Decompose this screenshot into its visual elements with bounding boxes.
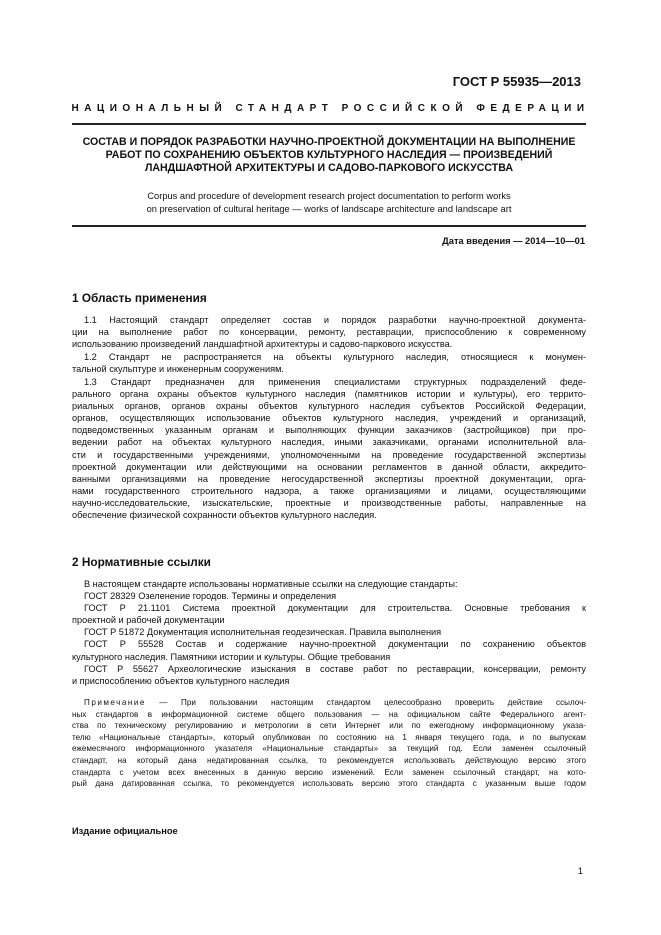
note-line: стандарта с учетом всех внесенных в данную версию изменений. Если заменен ссылочный стандарт, на кото- (72, 767, 586, 777)
paragraph-1-2 (72, 351, 586, 375)
text-line: нами государственного строительного надзора, а также организациями и лицами, осуществляющими (72, 485, 586, 496)
text-line: риальных органов, органов охраны объектов культурного наследия субъектов Российской Федерации, (72, 401, 586, 412)
reference-item-cont: проектной и рабочей документации (72, 615, 225, 626)
text-line: проектной документации или действующими на основании регламентов в данной области, аккредито- (72, 461, 586, 472)
section-2-heading: 2 Нормативные ссылки (72, 555, 211, 569)
reference-item: ГОСТ Р 55528 Состав и содержание научно-проектной документации по сохранению объектов (84, 639, 586, 650)
note-label: Примечание (84, 698, 146, 707)
national-standard-heading: НАЦИОНАЛЬНЫЙ СТАНДАРТ РОССИЙСКОЙ ФЕДЕРАЦИИ (71, 103, 590, 114)
text-line: 1.2 Стандарт не распространяется на объекты культурного наследия, относящиеся к монумен- (84, 352, 586, 362)
official-edition-label: Издание официальное (72, 826, 178, 836)
paragraph-1-1 (72, 314, 586, 350)
standard-code: ГОСТ Р 55935—2013 (452, 74, 581, 89)
title-en-line: on preservation of cultural heritage — works of landscape architecture and landscape art (146, 203, 512, 214)
reference-item-cont: и приспособлению объектов культурного наследия (72, 675, 290, 686)
note-line: телю «Национальные стандарты», который опубликован по состоянию на 1 января текущего года, и по выпускам (72, 732, 586, 742)
reference-item-cont: культурного наследия. Памятники истории и культуры. Общие требования (72, 651, 391, 662)
title-line: СОСТАВ И ПОРЯДОК РАЗРАБОТКИ НАУЧНО-ПРОЕКТНОЙ ДОКУМЕНТАЦИИ НА ВЫПОЛНЕНИЕ (82, 136, 576, 148)
introduction-date: Дата введения — 2014—10—01 (442, 236, 585, 246)
note-line: ежемесячного информационного указателя «Национальные стандарты» за текущий год. Если заменен ссылочный (72, 744, 586, 754)
text-line: 1.1 Настоящий стандарт определяет состав и порядок разработки научно-проектной документа- (84, 315, 586, 325)
note-line: рый дана датированная ссылка, то рекомендуется использовать версию этого стандарта с указанным выше годом (72, 779, 586, 789)
note-line: ных стандартов в информационной системе общего пользования — на официальном сайте Федерального агент- (72, 709, 586, 719)
reference-item: ГОСТ Р 55627 Археологические изыскания в составе работ по реставрации, консервации, ремонту (84, 663, 586, 674)
title-en-line: Corpus and procedure of development research project documentation to perform works (147, 191, 511, 201)
section-1-heading: 1 Область применения (72, 291, 207, 305)
text-line: органов, осуществляющих использование объектов культурного наследия, учреждений и организаций, (72, 413, 586, 424)
document-title-ru (72, 136, 586, 175)
reference-item: ГОСТ 28329 Озеленение городов. Термины и определения (84, 591, 337, 602)
text-line: подведомственных указанным органам и выполняющих функции заказчиков (застройщиков) при про- (72, 425, 586, 436)
title-line: ЛАНДШАФТНОЙ АРХИТЕКТУРЫ И САДОВО-ПАРКОВОГО ИСКУССТВА (144, 162, 514, 174)
document-title-en (72, 190, 586, 215)
text-line: 1.3 Стандарт предназначен для применения специалистами структурных подразделений феде- (84, 377, 586, 387)
text-line: научно-исследовательские, изыскательские, проектные и производственные работы, направленные на (72, 497, 586, 508)
note-line: ства по техническому регулированию и метрологии в сети Интернет или по ежегодному информационному указа- (72, 721, 586, 731)
title-line: РАБОТ ПО СОХРАНЕНИЮ ОБЪЕКТОВ КУЛЬТУРНОГО НАСЛЕДИЯ — ПРОИЗВЕДЕНИЙ (105, 149, 553, 161)
text-line: использованию произведений ландшафтной архитектуры и садово-паркового искусства. (72, 339, 453, 350)
note (72, 697, 586, 790)
text-line: рального органа охраны объектов культурного наследия (памятников истории и культуры), его террито- (72, 389, 586, 400)
page-number: 1 (577, 866, 583, 876)
note-text: — При пользовании настоящим стандартом целесообразно проверить действие ссылоч- (159, 698, 587, 707)
text-line: сти и государственными учреждениями, уполномоченными на проведение государственной экспертизы (72, 449, 586, 460)
title-divider (72, 225, 586, 227)
text-line: обеспечение физической сохранности объектов культурного наследия. (72, 510, 377, 521)
text-line: ведении работ на объектах культурного наследия, иными заказчиками, органами исполнительной вла- (72, 437, 586, 448)
note-line: стандарт, на который дана недатированная ссылка, то рекомендуется использовать действующую версию этого (72, 755, 586, 765)
reference-item: ГОСТ Р 51872 Документация исполнительная геодезическая. Правила выполнения (84, 627, 442, 638)
note-line (72, 697, 586, 709)
text-line: ции на выполнение работ по консервации, ремонту, реставрации, приспособлению к современному (72, 327, 586, 338)
paragraph-1-3 (72, 376, 586, 521)
reference-item: ГОСТ Р 21.1101 Система проектной документации для строительства. Основные требования к (84, 603, 586, 614)
text-line: тальной скульптуре и инженерным сооружениям. (72, 364, 284, 375)
references-intro: В настоящем стандарте использованы нормативные ссылки на следующие стандарты: (84, 579, 458, 589)
references-list (72, 578, 586, 687)
text-line: ванными организациями на проведение негосударственной экспертизы проектной документации, орга- (72, 473, 586, 484)
top-divider (72, 123, 586, 125)
